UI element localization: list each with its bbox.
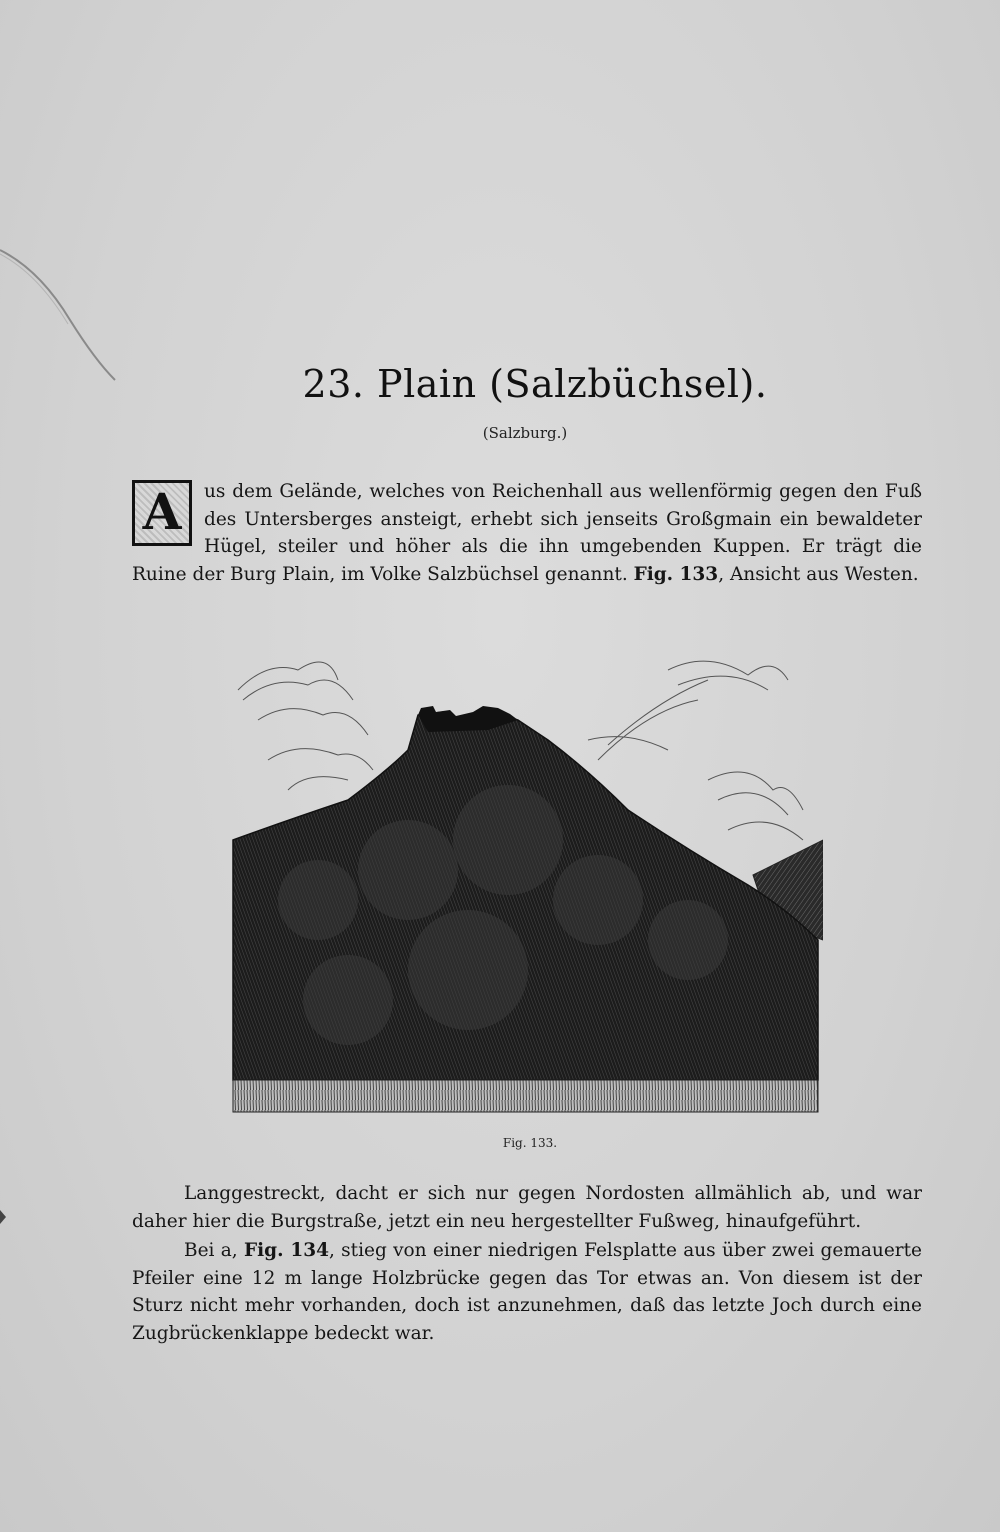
- figure-caption: Fig. 133.: [502, 1136, 558, 1150]
- intro-text: us dem Gelände, welches von Reichenhall aus wellenförmig gegen den Fuß des Untersberges ansteigt, erhebt sich jenseits Großgmain ein bewaldeter Hügel, steiler und höher als die ihn umgebenden Kuppen. Er trägt die Ruine der Burg Plain, im Volke Salzbüchsel genannt.: [132, 481, 922, 585]
- margin-mark: [0, 1210, 8, 1224]
- region-subtitle: (Salzburg.): [482, 424, 568, 442]
- castle-hill-illustration: [228, 640, 823, 1120]
- intro-paragraph: [132, 478, 922, 588]
- para3-text-start: Bei a,: [184, 1240, 244, 1261]
- body-paragraph-2: Langgestreckt, dacht er sich nur gegen Nordosten allmählich ab, und war daher hier die Burgstraße, jetzt ein neu hergestellter Fußweg, hinaufgeführt.: [132, 1183, 922, 1232]
- para3-text-rest: , stieg von einer niedrigen Felsplatte aus über zwei gemauerte Pfeiler eine 12 m lange Holzbrücke gegen das Tor etwas an. Von diesem ist der Sturz nicht mehr vorhanden, doch ist anzunehmen, daß das letzte Joch durch eine Zugbrückenklappe bedeckt war.: [132, 1240, 922, 1344]
- figure-reference: Fig. 133: [633, 563, 719, 585]
- page-title: 23. Plain (Salzbüchsel).: [302, 362, 768, 406]
- decorative-initial: A: [132, 480, 192, 546]
- figure-reference-134: Fig. 134: [243, 1240, 329, 1261]
- body-paragraph-3: [132, 1237, 922, 1347]
- intro-text-tail: , Ansicht aus Westen.: [718, 563, 919, 585]
